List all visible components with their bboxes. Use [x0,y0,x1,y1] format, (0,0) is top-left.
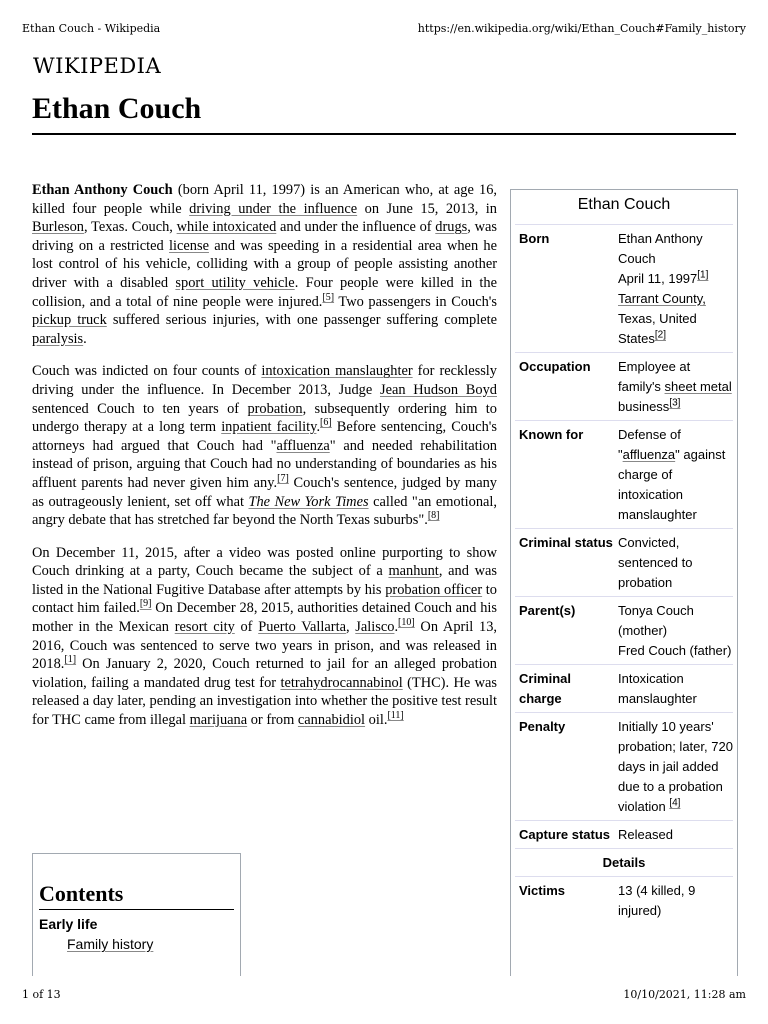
link-suv[interactable]: sport utility vehicle [175,274,295,291]
infobox-label: Penalty [519,719,566,734]
title-rule [32,133,736,135]
link-affluenza[interactable]: affluenza [622,447,676,462]
link-probation-officer[interactable]: probation officer [385,581,483,598]
paragraph-1 [32,181,497,348]
text: , was driving on a restricted [32,219,497,254]
print-url[interactable]: https://en.wikipedia.org/wiki/Ethan_Couch#Family_history [417,22,746,35]
text: , subsequently ordering him to undergo therapy at a long term [32,400,498,436]
text: on June 15, 2013, in [357,200,497,217]
text: Before sentencing, Couch's attorneys had argued that Couch had " [32,419,497,454]
infobox-value: Convicted, sentenced to probation [618,535,693,590]
text: suffered serious injuries, with one passenger suffering complete [106,312,497,329]
infobox-section-details: Details [515,848,733,876]
table-of-contents [32,853,241,976]
print-page-title: Ethan Couch - Wikipedia [22,22,161,35]
infobox-value: Intoxication manslaughter [618,671,697,706]
infobox-value: 13 (4 killed, 9 injured) [618,883,696,918]
parent-father: Fred Couch (father) [618,643,732,658]
text: (born April 11, 1997) is an American who, at age 16, killed four people while [32,182,498,217]
infobox-value [614,425,733,525]
citation-1[interactable]: [1] [697,269,709,281]
text: " against charge of intoxication manslaughter [618,447,726,522]
text: and was speeding in a residential area when he lost control of his vehicle, colliding with a group of people assisting another driver with a disabled [32,237,497,291]
toc-title: Contents [39,881,234,910]
infobox-title: Ethan Couch [577,196,671,213]
infobox-value [614,717,733,817]
text: Initially 10 years' probation; later, 720 days in jail added due to a probation violation [618,719,733,814]
link-jean-hudson-boyd[interactable]: Jean Hudson Boyd [379,381,497,398]
citation-7[interactable]: [7] [277,473,289,485]
text: On December 28, 2015, authorities detained Couch and his mother in the Mexican [32,600,497,636]
infobox-value [614,229,733,349]
link-tarrant-county[interactable]: Tarrant County, [618,291,706,306]
infobox-row-criminal-charge [515,664,733,712]
link-intoxication-manslaughter[interactable]: intoxication manslaughter [261,363,413,380]
text: , Texas. Couch, [83,219,177,236]
toc-item-early-life[interactable]: Early life [39,916,98,932]
infobox-label: Victims [519,883,566,898]
link-license[interactable]: license [169,237,209,254]
infobox-row-penalty [515,712,733,820]
link-sheet-metal[interactable]: sheet metal [664,379,732,394]
link-inpatient-facility[interactable]: inpatient facility [221,419,317,436]
born-name: Ethan Anthony Couch [618,231,703,266]
subject-name: Ethan Anthony Couch [32,182,173,198]
text: (THC). He was released a day later, pending an investigation into whether the positive test result for THC came from illegal [32,674,497,729]
paragraph-2 [32,362,497,529]
infobox-row-occupation [515,352,733,420]
link-puerto-vallarta[interactable]: Puerto Vallarta [258,619,346,636]
infobox-label: Capture status [519,827,611,842]
link-affluenza[interactable]: affluenza [276,437,330,454]
text: . [316,419,321,436]
link-while-intoxicated[interactable]: while intoxicated [176,219,277,236]
text: . [394,619,399,636]
text: , and was listed in the National Fugitive Database after attempts by his [32,563,497,598]
text: On January 2, 2020, Couch returned to jail for an alleged probation violation, failing a mandated drug test for [32,656,497,691]
text: On April 13, 2016, Couch was sentenced to serve two years in prison, and was released in 2018. [32,619,497,673]
infobox-row-born [515,224,733,352]
link-manhunt[interactable]: manhunt [388,563,439,580]
infobox-label: Born [519,231,550,246]
citation-8[interactable]: [8] [427,510,440,522]
infobox-row-criminal-status [515,528,733,596]
text: called "an emotional, angry debate that has stretched far beyond the North Texas suburbs". [32,493,497,529]
link-thc[interactable]: tetrahydrocannabinol [280,674,403,691]
citation-11[interactable]: [11] [387,710,404,722]
print-timestamp: 10/10/2021, 11:28 am [623,988,746,1001]
text: On December 11, 2015, after a video was posted online purporting to show Couch drinking at a party, Couch became the subject of a [32,544,497,580]
text: . Four people were killed in the collision, and a total of nine people were injured. [32,274,497,310]
text: or from [247,712,298,729]
citation-9[interactable]: [9] [139,598,152,610]
citation-2[interactable]: [2] [654,329,666,341]
text: Two passengers in Couch's [334,293,497,310]
infobox-value: Released [618,827,673,842]
text: for recklessly driving under the influence. In December 2013, Judge [32,363,497,398]
text: Employee at family's [618,359,691,394]
text: , [345,619,356,636]
link-probation[interactable]: probation [247,400,303,417]
citation-1[interactable]: [1] [64,654,77,666]
link-resort-city[interactable]: resort city [174,619,235,636]
link-drugs[interactable]: drugs [435,219,468,236]
infobox-row-known-for [515,420,733,528]
citation-4[interactable]: [4] [669,797,681,809]
link-burleson[interactable]: Burleson [32,219,84,236]
print-page-number: 1 of 13 [22,988,61,1001]
article-body [32,181,497,744]
infobox-value [614,357,733,417]
text: of [234,619,259,636]
infobox-label: Parent(s) [519,603,576,618]
toc-item-family-history[interactable]: Family history [67,936,154,952]
born-place: Texas, United States [618,311,697,346]
citation-5[interactable]: [5] [322,291,335,303]
text: business [618,399,670,414]
link-marijuana[interactable]: marijuana [189,712,248,729]
link-paralysis[interactable]: paralysis [32,330,84,347]
infobox-label: Criminal charge [519,671,572,706]
text: " and needed rehabilitation instead of prison, arguing that Couch had no understanding of boundaries as his affluent parents had never given him any. [32,437,498,491]
infobox [510,189,738,976]
text: Couch's sentence, judged by many as outrageously lenient, set off what [32,474,497,510]
parent-mother: Tonya Couch (mother) [618,603,694,638]
text: Couch was indicted on four counts of [32,363,262,380]
born-date: April 11, 1997 [618,271,698,286]
infobox-label: Occupation [519,359,591,374]
citation-3[interactable]: [3] [669,397,681,409]
link-new-york-times[interactable]: The New York Times [248,493,369,510]
citation-6[interactable]: [6] [320,417,332,429]
text: Defense of " [618,427,681,462]
wikipedia-wordmark[interactable]: WIKIPEDIA [33,54,162,78]
link-pickup-truck[interactable]: pickup truck [32,312,107,329]
infobox-value [614,601,733,661]
link-jalisco[interactable]: Jalisco [355,619,395,636]
infobox-label: Known for [519,427,584,442]
link-cannabidiol[interactable]: cannabidiol [297,712,366,729]
text: oil. [365,712,388,729]
text: . [83,330,87,347]
page-title: Ethan Couch [32,92,202,125]
text: to contact him failed. [32,581,497,617]
infobox-row-victims [515,876,733,924]
text: sentenced Couch to ten years of [32,400,248,417]
infobox-row-parents [515,596,733,664]
infobox-row-capture-status [515,820,733,848]
citation-10[interactable]: [10] [398,617,415,629]
link-dui[interactable]: driving under the influence [189,200,358,217]
paragraph-3 [32,544,497,730]
text: and under the influence of [276,219,436,236]
infobox-label: Criminal status [519,535,613,550]
